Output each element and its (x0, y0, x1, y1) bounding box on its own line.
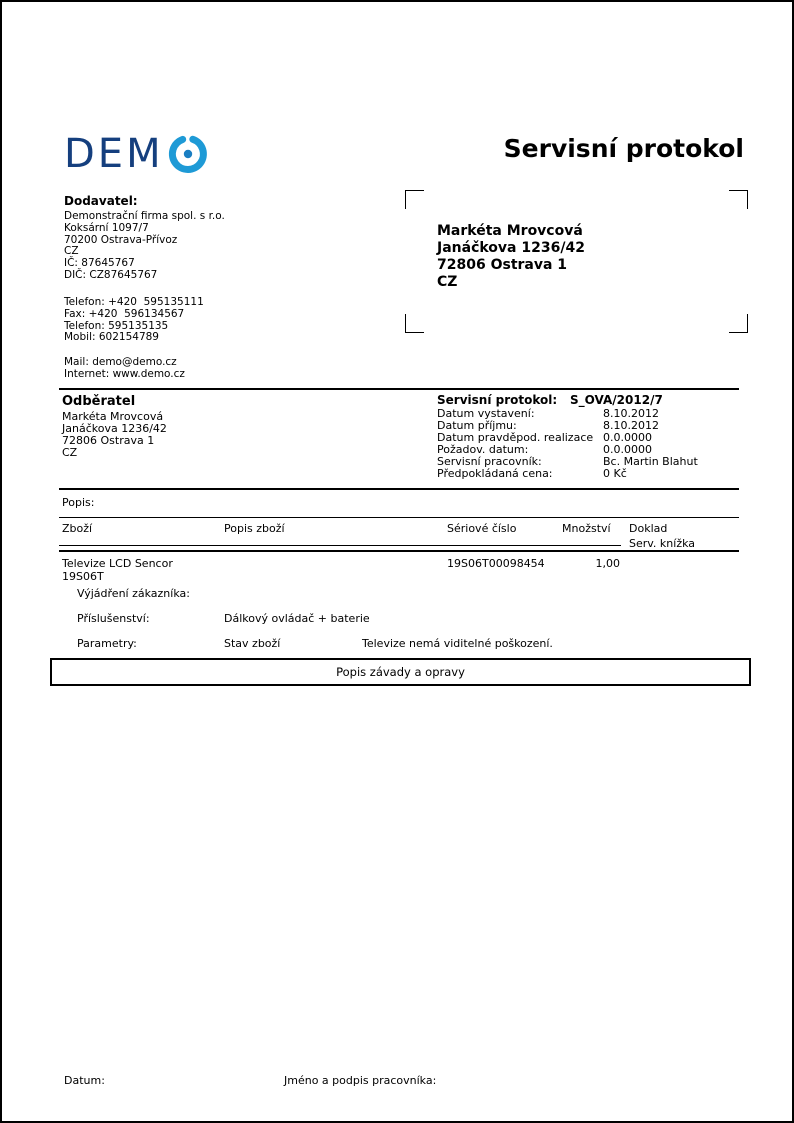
protocol-row-label: Předpokládaná cena: (437, 467, 553, 481)
column-header-document: Doklad (629, 522, 668, 535)
table-header-partial-rule (59, 545, 621, 546)
logo-text: DEM (64, 131, 164, 177)
customer-street: Janáčkova 1236/42 (62, 422, 167, 435)
supplier-ic-line: IČ: 87645767 (64, 257, 135, 270)
supplier-online-block (64, 357, 185, 381)
supplier-address-line: CZ (64, 245, 79, 258)
column-header-quantity: Množství (562, 522, 611, 535)
customer-heading: Odběratel (62, 394, 136, 409)
supplier-address-block (64, 211, 225, 282)
customer-statement-label: Výjádření zákazníka: (77, 587, 190, 600)
customer-name: Markéta Mrovcová (62, 410, 164, 423)
address-corner-mark-top-left (405, 190, 424, 209)
address-corner-mark-top-right (729, 190, 748, 209)
protocol-row (437, 468, 698, 480)
address-corner-mark-bottom-right (729, 314, 748, 333)
customer-country: CZ (62, 446, 78, 459)
protocol-row-label: Datum vystavení: (437, 407, 535, 420)
supplier-address-line: Koksární 1097/7 (64, 221, 149, 234)
protocol-row-value: 8.10.2012 (603, 407, 659, 420)
supplier-mail-line: Mail: demo@demo.cz (64, 356, 177, 368)
column-header-serial: Sériové číslo (447, 522, 517, 535)
parameter-name: Stav zboží (224, 637, 281, 650)
supplier-web-line: Internet: www.demo.cz (64, 367, 185, 380)
item-name-line2: 19S06T (62, 570, 104, 583)
recipient-city: 72806 Ostrava 1 (437, 257, 568, 273)
parameter-value: Televize nemá viditelné poškození. (362, 637, 553, 650)
protocol-row-value: Bc. Martin Blahut (603, 455, 698, 469)
recipient-country: CZ (437, 274, 458, 290)
protocol-row-value: 0.0.0000 (603, 443, 652, 457)
demo-logo-ring-icon (166, 132, 210, 180)
repair-description-box (50, 658, 751, 686)
repair-description-box-title: Popis závady a opravy (336, 665, 465, 679)
supplier-phone-line: Telefon: +420 595135111 (64, 296, 204, 308)
item-name-line1: Televize LCD Sencor (62, 557, 173, 570)
section-divider (59, 388, 739, 390)
footer-signature-label: Jméno a podpis pracovníka: (284, 1074, 437, 1087)
address-corner-mark-bottom-left (405, 314, 424, 333)
customer-city: 72806 Ostrava 1 (62, 434, 155, 447)
accessories-label: Příslušenství: (77, 612, 150, 625)
table-header-top-rule (59, 517, 739, 518)
supplier-mobile-line: Mobil: 602154789 (64, 331, 159, 344)
protocol-number: S_OVA/2012/7 (570, 393, 663, 407)
column-header-goods-description: Popis zboží (224, 522, 285, 535)
description-label: Popis: (62, 496, 95, 509)
supplier-phone2-line: Telefon: 595135135 (64, 319, 169, 332)
column-header-service-book: Serv. knížka (629, 537, 696, 550)
protocol-row-value: 8.10.2012 (603, 419, 659, 433)
protocol-row-label: Požadov. datum: (437, 443, 529, 457)
protocol-row-label: Datum pravděpod. realizace (437, 431, 594, 445)
supplier-address-line: 70200 Ostrava-Přívoz (64, 233, 178, 246)
footer-date-label: Datum: (64, 1074, 105, 1087)
section-divider (59, 488, 739, 490)
supplier-fax-line: Fax: +420 596134567 (64, 307, 185, 320)
customer-address-block (62, 411, 167, 459)
column-header-goods: Zboží (62, 522, 93, 535)
protocol-row-value: 0 Kč (603, 467, 627, 481)
recipient-name: Markéta Mrovcová (437, 223, 583, 239)
protocol-row-label: Datum příjmu: (437, 419, 517, 433)
item-serial-number: 19S06T00098454 (447, 557, 545, 570)
protocol-row-label: Servisní pracovník: (437, 455, 542, 469)
supplier-heading: Dodavatel: (64, 194, 138, 208)
protocol-heading-row (437, 393, 698, 408)
company-logo (64, 132, 210, 180)
protocol-info-block (437, 393, 698, 481)
supplier-dic-line: DIČ: CZ87645767 (64, 268, 158, 281)
page-title: Servisní protokol (503, 134, 744, 163)
accessories-value: Dálkový ovládač + baterie (224, 612, 370, 625)
protocol-row-value: 0.0.0000 (603, 431, 652, 445)
item-quantity: 1,00 (595, 557, 620, 570)
supplier-address-line: Demonstrační firma spol. s r.o. (64, 210, 225, 222)
supplier-contact-block (64, 297, 204, 344)
recipient-street: Janáčkova 1236/42 (437, 240, 585, 256)
protocol-label: Servisní protokol: (437, 393, 558, 407)
table-header-bottom-rule (59, 550, 739, 552)
parameters-label: Parametry: (77, 637, 137, 650)
recipient-address-block (437, 223, 585, 291)
